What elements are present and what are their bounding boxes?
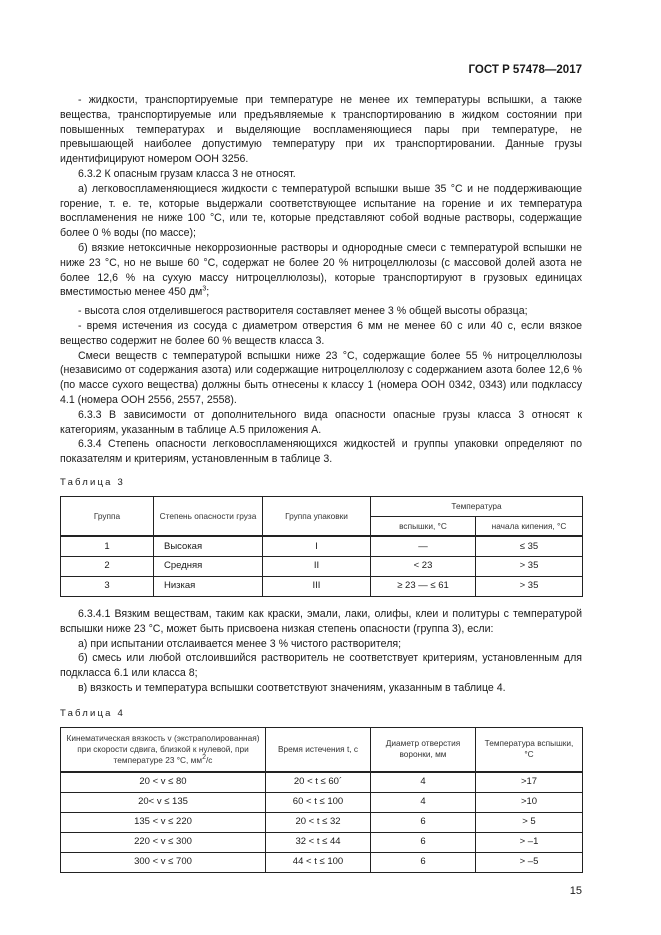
header-packing: Группа упаковки [263, 496, 371, 536]
header-degree: Степень опасности груза [154, 496, 263, 536]
paragraph-tail: ; [206, 286, 210, 299]
cell: II [263, 556, 371, 576]
table-row [61, 556, 583, 576]
cell: 220 < v ≤ 300 [61, 832, 266, 852]
cell: Низкая [154, 576, 263, 596]
cell: Средняя [154, 556, 263, 576]
cell: >17 [476, 772, 583, 792]
page-content [60, 93, 582, 897]
cell: 300 < v ≤ 700 [61, 852, 266, 872]
header-temperature: Температура [371, 496, 583, 516]
cell: 4 [371, 792, 476, 812]
document-id: ГОСТ Р 57478—2017 [468, 64, 582, 76]
paragraph: в) вязкость и температура вспышки соответствуют значениям, указанным в таблице 4. [78, 681, 506, 694]
table-row [61, 792, 583, 812]
header-boiling: начала кипения, °С [476, 516, 583, 536]
text-block-1 [60, 93, 582, 300]
cell: I [263, 536, 371, 556]
header-viscosity [61, 727, 266, 772]
header-flash: вспышки, °С [371, 516, 476, 536]
cell: > 5 [476, 812, 583, 832]
text-block-3 [60, 607, 582, 696]
table3-caption: Таблица 3 [60, 476, 125, 488]
paragraph-text: б) вязкие нетоксичные некоррозионные растворы и однородные смеси с температурой вспышки не ниже 23 °С, но не выше 60 °С, содержат не более 20 % нитроцеллюлозы (с массовой долей азота не более 12,6 % на сухую массу нитроцеллюлозы), которые транспортируют в грузовых единицах вместимостью менее 450 дм [60, 241, 582, 299]
paragraph: Смеси веществ с температурой вспышки ниже 23 °С, содержащие более 55 % нитроцеллюлозы (независимо от содержания азота) или содержащие нитроцеллюлозу с содержанием азота более 12,6 % (по массе сухого вещества) должны быть отнесены к классу 1 (номера ООН 0342, 0343) или подклассу 4.1 (номера ООН 2556, 2557, 2558). [60, 349, 582, 406]
table4-caption: Таблица 4 [60, 707, 125, 719]
paragraph: - время истечения из сосуда с диаметром отверстия 6 мм не менее 60 с или 40 с, если вязкое вещество содержит не более 60 % веществ класса 3. [60, 319, 582, 347]
header-text: Кинематическая вязкость v (экстраполированная) при скорости сдвига, близкой к нулевой, при температуре 23 °С, мм [66, 732, 260, 765]
table-row [61, 576, 583, 596]
table-3 [60, 496, 583, 597]
cell: > 35 [476, 556, 583, 576]
cell: 1 [61, 536, 154, 556]
cell: 2 [61, 556, 154, 576]
cell: 20 < t ≤ 32 [266, 812, 371, 832]
cell: 20 < t ≤ 60´ [266, 772, 371, 792]
cell: — [371, 536, 476, 556]
cell: 44 < t ≤ 100 [266, 852, 371, 872]
cell: > 35 [476, 576, 583, 596]
table-row [61, 832, 583, 852]
page-number: 15 [569, 884, 582, 897]
cell: 4 [371, 772, 476, 792]
paragraph: 6.3.2 К опасным грузам класса 3 не относят. [78, 167, 296, 180]
cell: ≥ 23 — ≤ 61 [371, 576, 476, 596]
paragraph: а) легковоспламеняющиеся жидкости с температурой вспышки выше 35 °С и не поддерживающие горение, т. е. те, которые выдержали соответствующее испытание на горение и их температура воспламенения не ниже 100 °С, или те, которые представляют собой водные растворы, содержащие более 0 % воды (по массе); [60, 182, 582, 240]
header-diameter: Диаметр отверстия воронки, мм [371, 727, 476, 772]
paragraph: - жидкости, транспортируемые при температуре не менее их температуры вспышки, а также вещества, транспортируемые или предъявляемые к транспортированию в жидком состоянии при повышенных температурах и выделяющие воспламеняющиеся пары при температуре, не превышающей наиболее допустимую температуру при их транспортировании. Данные грузы идентифицируют номером ООН 3256. [60, 94, 582, 166]
paragraph: - высота слоя отделившегося растворителя составляет менее 3 % общей высоты образца; [78, 305, 528, 318]
paragraph: 6.3.4 Степень опасности легковоспламеняющихся жидкостей и группы упаковки определяют по показателям и критериям, установленным в таблице 3. [60, 438, 582, 466]
table-row [61, 772, 583, 792]
cell: < 23 [371, 556, 476, 576]
cell: 6 [371, 832, 476, 852]
header-group: Группа [61, 496, 154, 536]
cell: 60 < t ≤ 100 [266, 792, 371, 812]
text-block-2 [60, 304, 582, 467]
cell: 20 < v ≤ 80 [61, 772, 266, 792]
cell: > –5 [476, 852, 583, 872]
paragraph: 6.3.4.1 Вязким веществам, таким как краски, эмали, лаки, олифы, клеи и политуры с температурой вспышки ниже 23 °С, может быть присвоена низкая степень опасности (группа 3), если: [60, 607, 582, 635]
cell: III [263, 576, 371, 596]
superscript: 2 [202, 754, 206, 762]
cell: 20< v ≤ 135 [61, 792, 266, 812]
table-4 [60, 727, 583, 873]
cell: 3 [61, 576, 154, 596]
table-row [61, 812, 583, 832]
cell: > –1 [476, 832, 583, 852]
paragraph: а) при испытании отслаивается менее 3 % чистого растворителя; [78, 637, 402, 650]
cell: Высокая [154, 536, 263, 556]
cell: 32 < t ≤ 44 [266, 832, 371, 852]
header-tail: /с [205, 754, 213, 765]
cell: ≤ 35 [476, 536, 583, 556]
cell: >10 [476, 792, 583, 812]
cell: 6 [371, 852, 476, 872]
table-row [61, 536, 583, 556]
cell: 6 [371, 812, 476, 832]
cell: 135 < v ≤ 220 [61, 812, 266, 832]
header-time: Время истечения t, с [266, 727, 371, 772]
table-row [61, 852, 583, 872]
paragraph [60, 241, 582, 300]
header-flash: Температура вспышки, °С [476, 727, 583, 772]
paragraph: 6.3.3 В зависимости от дополнительного вида опасности опасные грузы класса 3 относят к категориям, указанным в таблице А.5 приложения А. [60, 408, 582, 436]
superscript: 3 [202, 285, 207, 293]
paragraph: б) смесь или любой отслоившийся растворитель не соответствует критериям, установленным для подкласса 6.1 или класса 8; [60, 652, 582, 680]
